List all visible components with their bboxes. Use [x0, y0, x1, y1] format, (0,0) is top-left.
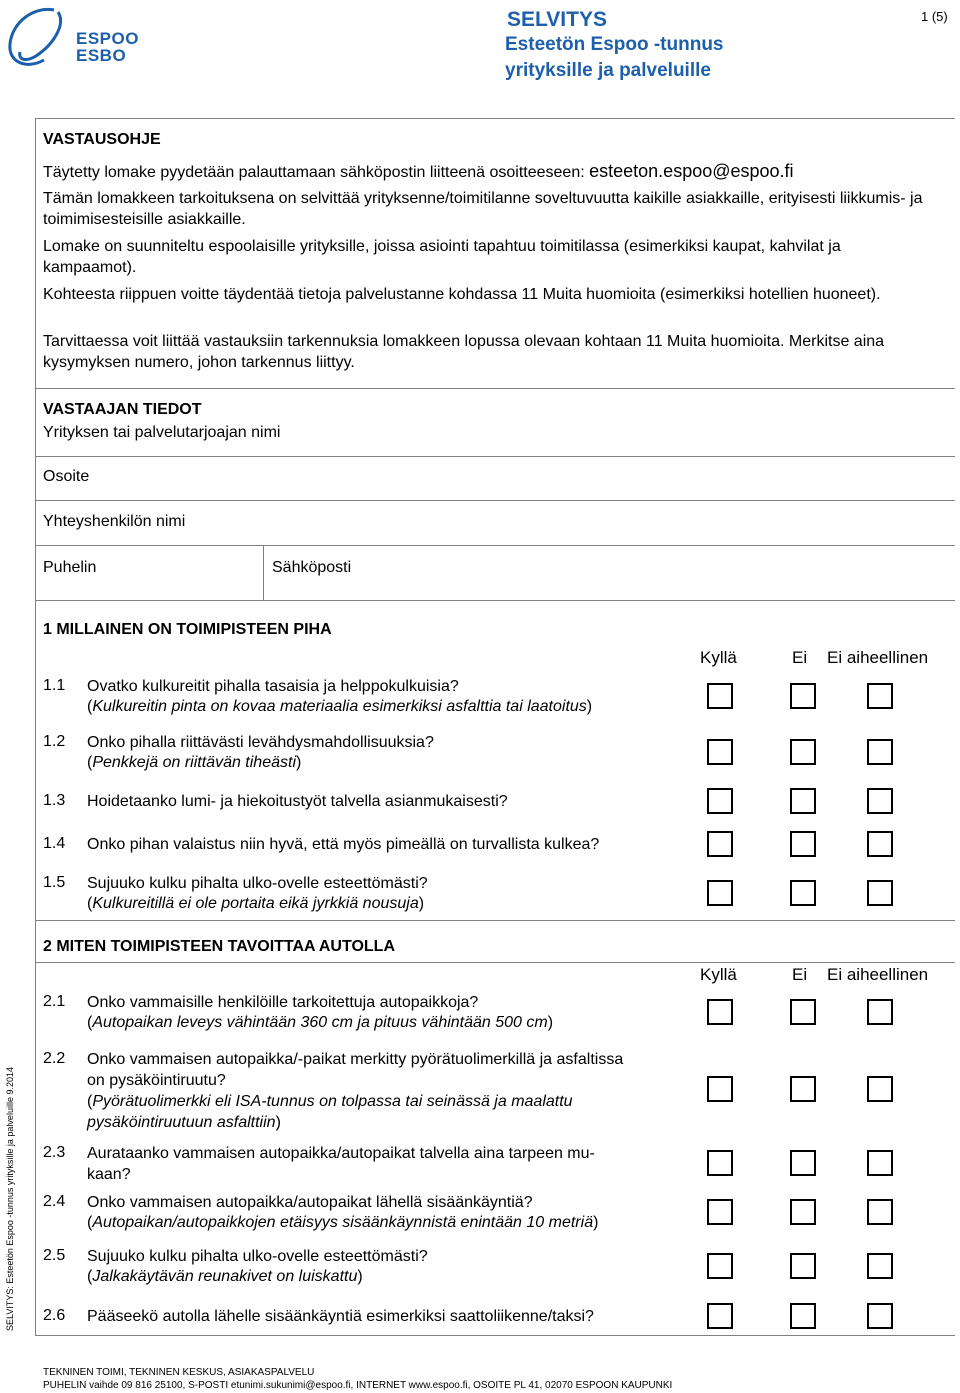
footer-department: TEKNINEN TOIMI, TEKNINEN KESKUS, ASIAKASPALVELU [43, 1367, 315, 1378]
question-number: 2.2 [43, 1050, 66, 1067]
checkbox-1-2-yes[interactable] [707, 739, 733, 765]
question-text: Onko pihan valaistus niin hyvä, että myös pimeällä on turvallista kulkea? [87, 836, 600, 853]
question-text: Ovatko kulkureitit pihalla tasaisia ja helppokulkuisia? [87, 678, 459, 695]
checkbox-1-1-no[interactable] [790, 683, 816, 709]
question-number: 2.5 [43, 1247, 66, 1264]
question-text: Hoidetaanko lumi- ja hiekoitustyöt talvella asianmukaisesti? [87, 793, 508, 810]
question-number: 2.1 [43, 993, 66, 1010]
column-not-applicable: Ei aiheellinen [827, 648, 929, 667]
field-divider-4 [35, 600, 955, 601]
instructions-paragraph-2: Lomake on suunniteltu espoolaisille yrityksille, joissa asiointi tapahtuu toimitilassa (esimerkiksi kaupat, kahvilat ja kampaamot). [43, 238, 841, 276]
checkbox-1-5-no[interactable] [790, 880, 816, 906]
section2-title: 2 MITEN TOIMIPISTEEN TAVOITTAA AUTOLLA [43, 938, 395, 955]
checkbox-1-1-yes[interactable] [707, 683, 733, 709]
question-text: Onko pihalla riittävästi levähdysmahdollisuuksia? [87, 734, 434, 751]
checkbox-2-1-na[interactable] [867, 999, 893, 1025]
checkbox-2-6-no[interactable] [790, 1303, 816, 1329]
column-not-applicable: Ei aiheellinen [827, 965, 929, 984]
company-name-field[interactable]: Yrityksen tai palvelutarjoajan nimi [43, 424, 281, 441]
document-title: SELVITYS [507, 8, 607, 31]
column-no: Ei [792, 648, 808, 667]
checkbox-1-3-na[interactable] [867, 788, 893, 814]
checkbox-2-3-no[interactable] [790, 1150, 816, 1176]
phone-email-divider [263, 545, 264, 600]
question-number: 1.4 [43, 835, 66, 852]
question-note: (Kulkureitin pinta on kovaa materiaalia esimerkiksi asfalttia tai laatoitus) [87, 698, 593, 715]
question-note: (Autopaikan/autopaikkojen etäisyys sisäänkäynnistä enintään 10 metriä) [87, 1214, 599, 1231]
respondent-heading: VASTAAJAN TIEDOT [43, 401, 202, 418]
question-text: Onko vammaisen autopaikka/autopaikat lähellä sisäänkäyntiä? [87, 1194, 533, 1211]
instructions-heading: VASTAUSOHJE [43, 131, 161, 148]
question-number: 1.2 [43, 733, 66, 750]
question-text-cont: on pysäköintiruutu? [87, 1072, 226, 1089]
checkbox-1-2-no[interactable] [790, 739, 816, 765]
question-number: 1.3 [43, 792, 66, 809]
contact-person-field[interactable]: Yhteyshenkilön nimi [43, 513, 186, 530]
address-field[interactable]: Osoite [43, 468, 90, 485]
left-border-line [35, 118, 36, 1336]
instructions-line1 [43, 161, 943, 183]
checkbox-1-4-na[interactable] [867, 831, 893, 857]
checkbox-1-5-yes[interactable] [707, 880, 733, 906]
checkbox-2-6-na[interactable] [867, 1303, 893, 1329]
checkbox-2-2-no[interactable] [790, 1076, 816, 1102]
checkbox-2-6-yes[interactable] [707, 1303, 733, 1329]
question-text: Sujuuko kulku pihalta ulko-ovelle esteettömästi? [87, 1248, 428, 1265]
question-text: Aurataanko vammaisen autopaikka/autopaikat talvella aina tarpeen mu- [87, 1145, 595, 1162]
espoo-swirl-icon [4, 4, 74, 72]
instructions-line1-text: Täytetty lomake pyydetään palauttamaan sähköpostin liitteenä osoitteeseen: [43, 164, 590, 181]
question-number: 1.5 [43, 874, 66, 891]
logo-text-espoo: ESPOO [76, 29, 139, 48]
document-subtitle-1: Esteetön Espoo -tunnus [505, 34, 724, 55]
checkbox-1-1-na[interactable] [867, 683, 893, 709]
top-border-line [35, 118, 955, 119]
column-no: Ei [792, 965, 808, 984]
section1-title: 1 MILLAINEN ON TOIMIPISTEEN PIHA [43, 621, 332, 638]
page-number: 1 (5) [921, 9, 948, 24]
checkbox-1-4-no[interactable] [790, 831, 816, 857]
question-number: 2.3 [43, 1144, 66, 1161]
section-divider-2 [35, 962, 955, 963]
question-text-cont: kaan? [87, 1166, 131, 1183]
instructions-paragraph-1: Tämän lomakkeen tarkoituksena on selvittää yrityksenne/toimitilanne soveltuvuutta kaikille asiakkaille, erityisesti liikkumis- ja toimimisesteisille asiakkaille. [43, 190, 923, 228]
question-note: (Penkkejä on riittävän tiheästi) [87, 754, 302, 771]
logo-text-esbo: ESBO [76, 46, 127, 65]
section-divider-1 [35, 920, 955, 921]
checkbox-2-5-yes[interactable] [707, 1253, 733, 1279]
column-yes: Kyllä [700, 965, 737, 984]
question-note: (Autopaikan leveys vähintään 360 cm ja pituus vähintään 500 cm) [87, 1014, 554, 1031]
checkbox-2-3-yes[interactable] [707, 1150, 733, 1176]
checkbox-2-1-no[interactable] [790, 999, 816, 1025]
question-text: Onko vammaisille henkilöille tarkoitettuja autopaikkoja? [87, 994, 479, 1011]
checkbox-1-4-yes[interactable] [707, 831, 733, 857]
checkbox-2-2-yes[interactable] [707, 1076, 733, 1102]
checkbox-1-5-na[interactable] [867, 880, 893, 906]
checkbox-2-4-yes[interactable] [707, 1199, 733, 1225]
document-subtitle-2: yrityksille ja palveluille [505, 60, 711, 81]
checkbox-2-1-yes[interactable] [707, 999, 733, 1025]
return-email[interactable]: esteeton.espoo@espoo.fi [589, 161, 794, 181]
question-text: Pääseekö autolla lähelle sisäänkäyntiä esimerkiksi saattoliikenne/taksi? [87, 1308, 594, 1325]
checkbox-2-3-na[interactable] [867, 1150, 893, 1176]
checkbox-1-3-no[interactable] [790, 788, 816, 814]
question-note: (Pyörätuolimerkki eli ISA-tunnus on tolpassa tai seinässä ja maalattu [87, 1093, 573, 1110]
checkbox-2-4-na[interactable] [867, 1199, 893, 1225]
footer-contact: PUHELIN vaihde 09 816 25100, S-POSTI etunimi.sukunimi@espoo.fi, INTERNET www.espoo.fi, OSOITE PL 41, 02070 ESPOON KAUPUNKI [43, 1380, 673, 1391]
instructions-paragraph-3: Kohteesta riippuen voitte täydentää tietoja palvelustanne kohdassa 11 Muita huomioita (esimerkiksi hotellien huoneet). [43, 286, 881, 303]
checkbox-1-2-na[interactable] [867, 739, 893, 765]
phone-field[interactable]: Puhelin [43, 559, 97, 576]
question-text: Sujuuko kulku pihalta ulko-ovelle esteettömästi? [87, 875, 428, 892]
field-divider-3 [35, 545, 955, 546]
email-field[interactable]: Sähköposti [272, 559, 352, 576]
checkbox-2-4-no[interactable] [790, 1199, 816, 1225]
question-note: (Jalkakäytävän reunakivet on luiskattu) [87, 1268, 363, 1285]
question-note-cont: pysäköintiruutuun asfalttiin) [87, 1114, 281, 1131]
field-divider-1 [35, 456, 955, 457]
column-yes: Kyllä [700, 648, 737, 667]
field-divider-2 [35, 500, 955, 501]
question-number: 2.4 [43, 1193, 66, 1210]
question-note: (Kulkureitillä ei ole portaita eikä jyrkkiä nousuja) [87, 895, 425, 912]
checkbox-2-5-no[interactable] [790, 1253, 816, 1279]
question-number: 1.1 [43, 677, 66, 694]
side-document-label: SELVITYS: Esteetön Espoo -tunnus yrityksille ja palveluille 9.2014 [5, 1067, 15, 1331]
instructions-paragraph-4: Tarvittaessa voit liittää vastauksiin tarkennuksia lomakkeen lopussa olevaan kohtaan 11 Muita huomioita. Merkitse aina kysymyksen numero, johon tarkennus liittyy. [43, 333, 885, 371]
question-number: 2.6 [43, 1307, 66, 1324]
bottom-border-line [35, 1335, 955, 1336]
checkbox-1-3-yes[interactable] [707, 788, 733, 814]
question-text: Onko vammaisen autopaikka/-paikat merkitty pyörätuolimerkillä ja asfaltissa [87, 1051, 624, 1068]
checkbox-2-2-na[interactable] [867, 1076, 893, 1102]
checkbox-2-5-na[interactable] [867, 1253, 893, 1279]
instructions-divider [35, 388, 955, 389]
